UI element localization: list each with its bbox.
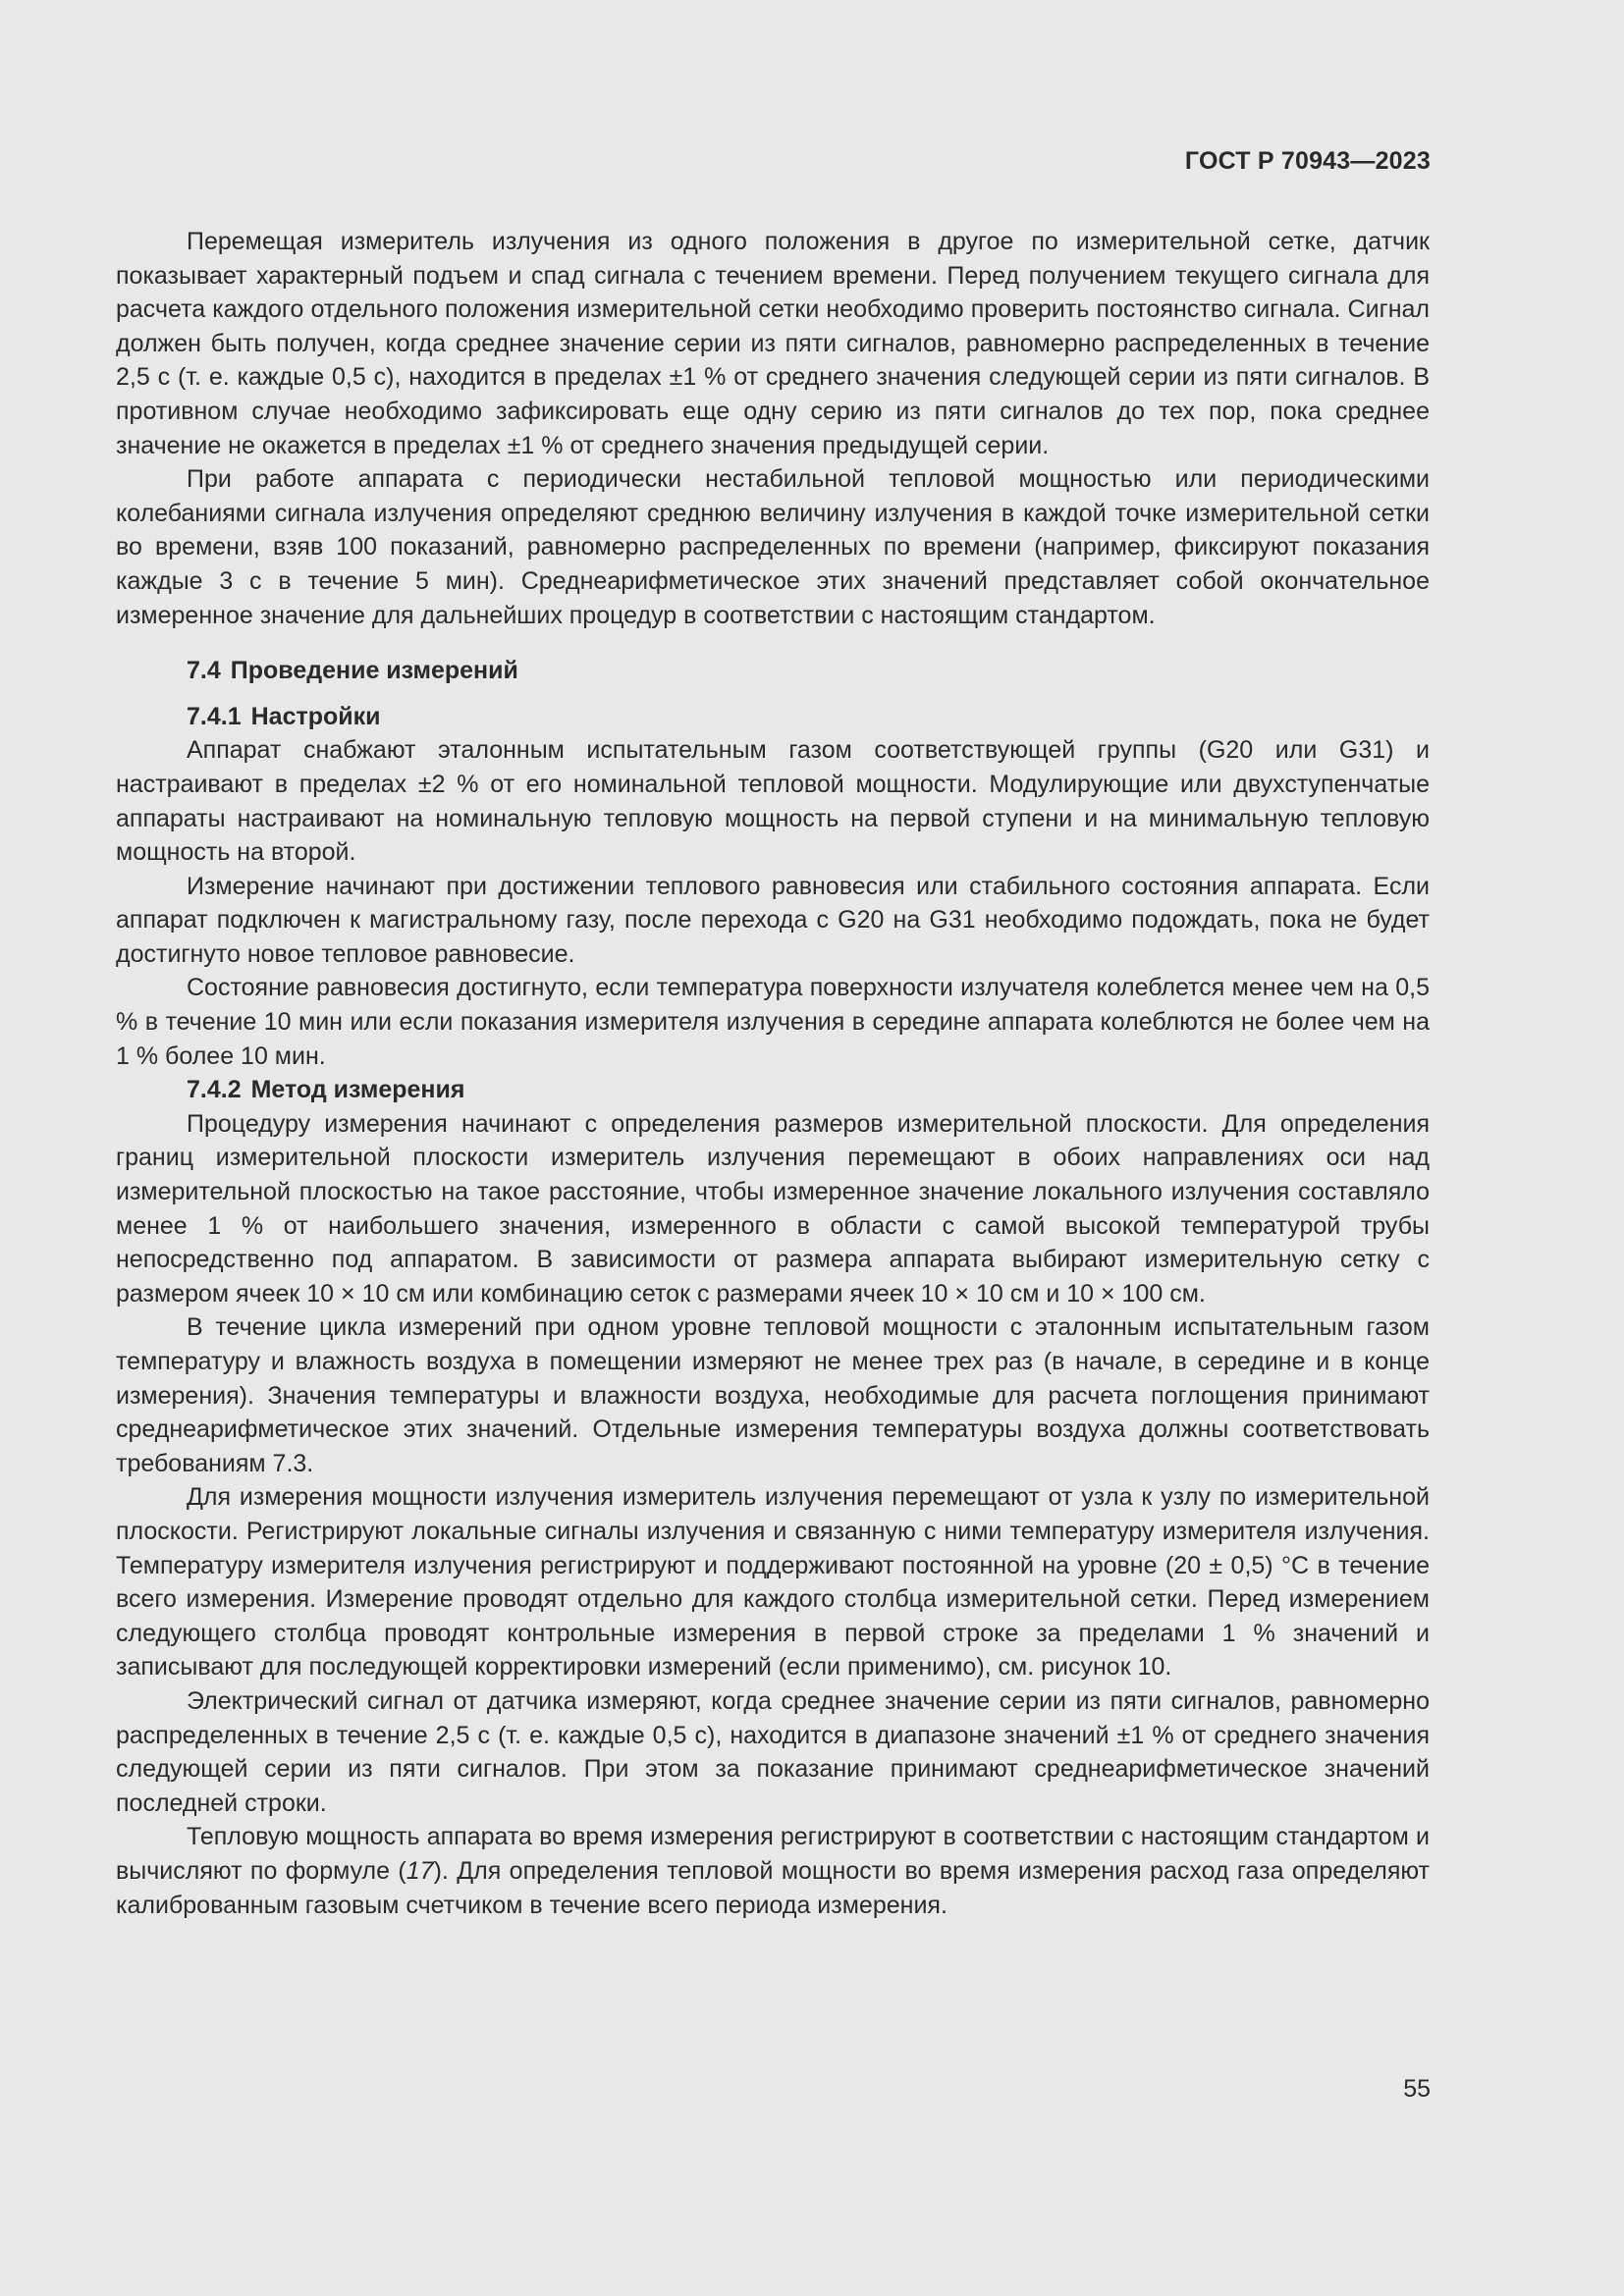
page-number: 55 [1403, 2075, 1431, 2103]
paragraph-text: Тепловую мощность аппарата во время измерения регистрируют в соответствии с настоящим стандартом и вычисляют по формуле ( [116, 1823, 1430, 1885]
section-heading-7-4-2 [116, 1073, 1430, 1107]
paragraph: Для измерения мощности излучения измеритель излучения перемещают от узла к узлу по измерительной плоскости. Регистрируют локальные сигналы излучения и связанную с ними температуру измерителя излучения. Температуру измерителя излучения регистрируют и поддерживают постоянной на уровне (20 ± 0,5) °С в течение всего измерения. Измерение проводят отдельно для каждого столбца измерительной сетки. Перед измерением следующего столбца проводят контрольные измерения в первой строке за пределами 1 % значений и записывают для последующей корректировки измерений (если применимо), см. рисунок 10. [116, 1483, 1430, 1682]
section-title: Настройки [250, 702, 381, 730]
paragraph: Аппарат снабжают эталонным испытательным газом соответствующей группы (G20 или G31) и настраивают в пределах ±2 % от его номинальной тепловой мощности. Модулирующие или двухступенчатые аппараты настраивают на номинальную тепловую мощность на первой ступени и на минимальную тепловую мощность на второй. [116, 736, 1430, 867]
paragraph: Перемещая измеритель излучения из одного положения в другое по измерительной сетке, датчик показывает характерный подъем и спад сигнала с течением времени. Перед получением текущего сигнала для расчета каждого отдельного положения измерительной сетки необходимо проверить постоянство сигнала. Сигнал должен быть получен, когда среднее значение серии из пяти сигналов, равномерно распределенных в течение 2,5 с (т. е. каждые 0,5 с), находится в пределах ±1 % от среднего значения следующей серии из пяти сигналов. В противном случае необходимо зафиксировать еще одну серию из пяти сигналов до тех пор, пока среднее значение не окажется в пределах ±1 % от среднего значения предыдущей серии. [116, 228, 1430, 459]
section-title: Метод измерения [250, 1076, 465, 1104]
document-body [116, 225, 1430, 1922]
section-number: 7.4.1 [187, 702, 242, 730]
section-number: 7.4.2 [187, 1076, 242, 1104]
paragraph: При работе аппарата с периодически нестабильной тепловой мощностью или периодическими колебаниями сигнала излучения определяют среднюю величину излучения в каждой точке измерительной сетки во времени, взяв 100 показаний, равномерно распределенных по времени (например, фиксируют показания каждые 3 с в течение 5 мин). Среднеарифметическое этих значений представляет собой окончательное измеренное значение для дальнейших процедур в соответствии с настоящим стандартом. [116, 465, 1430, 629]
paragraph: Измерение начинают при достижении теплового равновесия или стабильного состояния аппарата. Если аппарат подключен к магистральному газу, после перехода с G20 на G31 необходимо подождать, пока не будет достигнуто новое тепловое равновесие. [116, 872, 1430, 968]
document-code: ГОСТ Р 70943—2023 [1184, 147, 1431, 175]
section-heading-7-4 [116, 654, 1430, 688]
formula-reference: 17 [406, 1856, 434, 1885]
section-heading-7-4-1 [116, 700, 1430, 734]
paragraph: Электрический сигнал от датчика измеряют, когда среднее значение серии из пяти сигналов, равномерно распределенных в течение 2,5 с (т. е. каждые 0,5 с), находится в диапазоне значений ±1 % от среднего значения следующей серии из пяти сигналов. При этом за показание принимают среднеарифметическое значений последней строки. [116, 1686, 1430, 1817]
paragraph [116, 1820, 1430, 1922]
paragraph: В течение цикла измерений при одном уровне тепловой мощности с эталонным испытательным газом температуру и влажность воздуха в помещении измеряют не менее трех раз (в начале, в середине и в конце измерения). Значения температуры и влажности воздуха, необходимые для расчета поглощения принимают среднеарифметическое этих значений. Отдельные измерения температуры воздуха должны соответствовать требованиям 7.3. [116, 1313, 1430, 1477]
section-number: 7.4 [187, 657, 221, 685]
paragraph: Процедуру измерения начинают с определения размеров измерительной плоскости. Для определения границ измерительной плоскости измеритель излучения перемещают в обоих направлениях оси над измерительной плоскостью на такое расстояние, чтобы измеренное значение локального излучения составляло менее 1 % от наибольшего значения, измеренного в области с самой высокой температурой трубы непосредственно под аппаратом. В зависимости от размера аппарата выбирают измерительную сетку с размером ячеек 10 × 10 см или комбинацию сеток с размерами ячеек 10 × 10 см и 10 × 100 см. [116, 1109, 1430, 1308]
paragraph-text: ). Для определения тепловой мощности во время измерения расход газа определяют калиброванным газовым счетчиком в течение всего периода измерения. [116, 1856, 1431, 1919]
paragraph: Состояние равновесия достигнуто, если температура поверхности излучателя колеблется менее чем на 0,5 % в течение 10 мин или если показания измерителя излучения в середине аппарата колеблются не более чем на 1 % более 10 мин. [116, 974, 1430, 1070]
section-title: Проведение измерений [230, 657, 518, 685]
